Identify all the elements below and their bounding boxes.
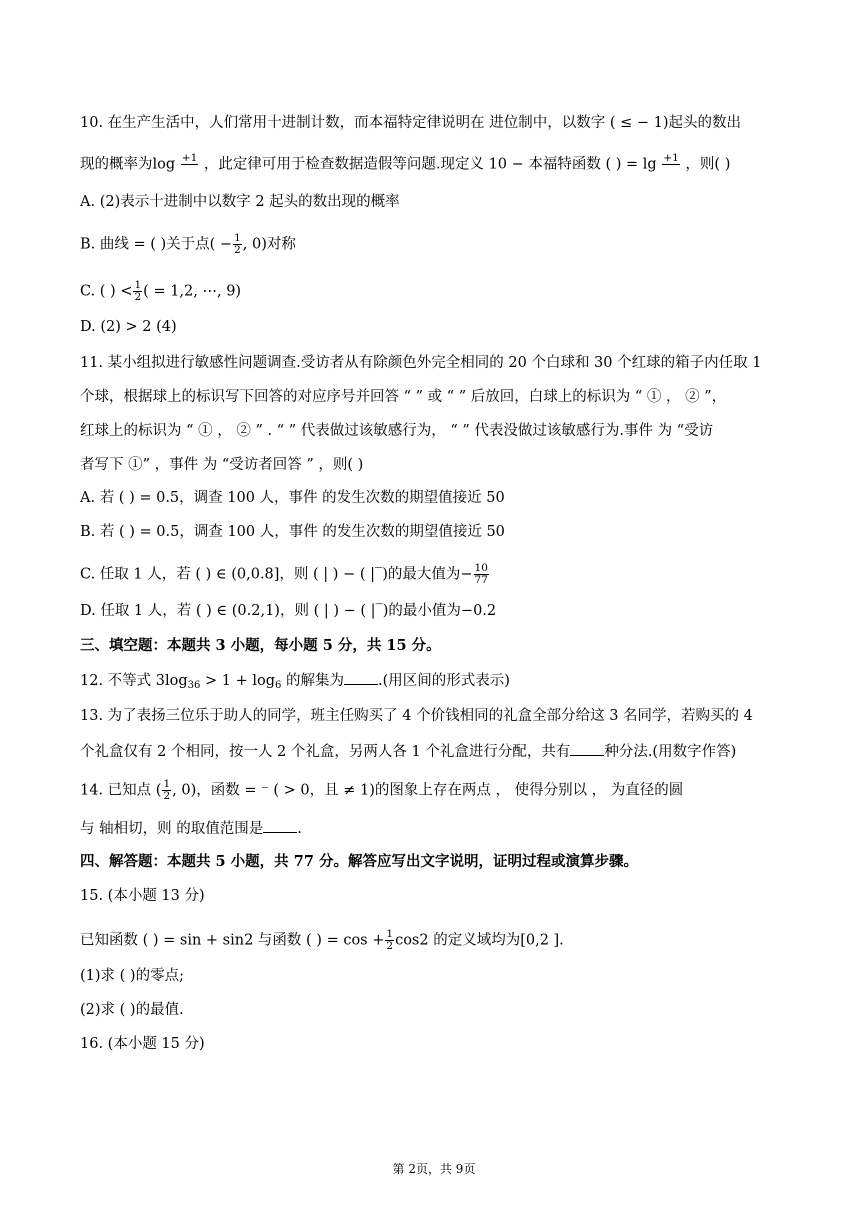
- q11-option-d: D. 任取 1 人，若 ( ) ∈ (0.2,1)，则 ( | ) − ( |‾)的最小值为−0.2: [80, 603, 497, 619]
- q10-text: ，则( ): [685, 156, 731, 173]
- q14-stem-line2: [80, 820, 302, 837]
- answer-blank[interactable]: [263, 820, 297, 833]
- q11-stem-line1: 11. 某小组拟进行敏感性问题调查.受访者从有除颜色外完全相同的 20 个白球和 30 个红球的箱子内任取 1: [80, 355, 762, 371]
- q12-subscript: 6: [275, 680, 282, 691]
- fraction: $\frac{10}{77}$: [474, 562, 488, 587]
- q10-option-c-text: C. ( ) <: [80, 283, 133, 300]
- q14-stem-line1: [80, 779, 683, 802]
- q13-text: 个礼盒仅有 2 个相同，按一人 2 个礼盒，另两人各 1 个礼盒进行分配，共有: [80, 744, 571, 760]
- answer-blank[interactable]: [570, 743, 604, 756]
- fraction: $\frac{1}{2}$: [386, 928, 394, 953]
- section-heading-fill-blank: 三、填空题：本题共 3 小题，每小题 5 分，共 15 分。: [80, 637, 441, 654]
- q15-sub2: (2)求 ( )的最值.: [80, 1002, 184, 1018]
- q14-text: 与 轴相切，则 的取值范围是: [80, 821, 264, 837]
- q10-stem-line2: [80, 153, 730, 176]
- q15-stem: [80, 929, 564, 952]
- q10-option-b: [80, 233, 296, 256]
- fraction: $\frac{1}{2}$: [234, 232, 241, 257]
- q10-log-fraction: +1: [181, 153, 198, 176]
- q15-text: 已知函数 ( ) = sin + sin2 与函数 ( ) = cos +: [80, 932, 385, 949]
- q13-text: 种分法.(用数字作答): [604, 744, 737, 760]
- q10-option-b-text: B. 曲线 = ( )关于点( −: [80, 236, 233, 253]
- q11-option-c-text: C. 任取 1 人，若 ( ) ∈ (0,0.8]，则 ( | ) − ( |‾)的最大值为−: [80, 566, 473, 583]
- q12-text: 的解集为: [281, 673, 344, 689]
- q11-option-a: A. 若 ( ) = 0.5，调查 100 人，事件 的发生次数的期望值接近 50: [80, 490, 505, 506]
- q10-text: ，此定律可用于检查数据造假等问题.现定义 10 − 本福特函数 ( ) = lg: [203, 156, 657, 173]
- q13-stem-line2: [80, 743, 736, 760]
- q10-option-c: [80, 280, 241, 303]
- section-heading-answer: 四、解答题：本题共 5 小题，共 77 分。解答应写出文字说明，证明过程或演算步骤。: [80, 853, 638, 870]
- q15-sub1: (1)求 ( )的零点;: [80, 968, 184, 984]
- q14-text: , 0)，函数 = ⁻ ( > 0，且 ≠ 1)的图象上存在两点 ， 使得分别以 ， 为直径的圆: [172, 782, 684, 799]
- q10-option-c-text: ( = 1,2, ⋯, 9): [143, 283, 242, 300]
- q11-option-c: [80, 563, 490, 586]
- answer-blank[interactable]: [344, 672, 378, 685]
- q12-subscript: 36: [187, 680, 201, 691]
- q10-option-a: A. (2)表示十进制中以数字 2 起头的数出现的概率: [80, 194, 400, 210]
- q11-stem-line3: 红球上的标识为 “ ① ， ② ” . “ ” 代表做过该敏感行为， “ ” 代表没做过该敏感行为.事件 为 “受访: [80, 423, 714, 439]
- q12-text: 12. 不等式 3log: [80, 673, 188, 689]
- q15-header: 15. (本小题 13 分): [80, 888, 205, 904]
- q14-text: .: [297, 821, 302, 837]
- q15-text: cos2 的定义域均为[0,2 ].: [395, 932, 564, 949]
- q12-text: .(用区间的形式表示): [378, 673, 510, 689]
- q12-stem: [80, 672, 510, 691]
- fraction: $\frac{1}{2}$: [134, 279, 142, 304]
- q12-text: > 1 + log: [200, 673, 276, 689]
- q10-option-d: D. (2) > 2 (4): [80, 319, 177, 335]
- q11-option-b: B. 若 ( ) = 0.5，调查 100 人，事件 的发生次数的期望值接近 50: [80, 524, 505, 540]
- q11-stem-line4: 者写下 ①” ，事件 为 “受访者回答 ” ，则( ): [80, 457, 364, 473]
- fraction: $\frac{1}{2}$: [163, 778, 171, 803]
- q14-text: 14. 已知点 (: [80, 782, 162, 799]
- q13-stem-line1: 13. 为了表扬三位乐于助人的同学，班主任购买了 4 个价钱相同的礼盒全部分给这 3 名同学，若购买的 4: [80, 708, 753, 724]
- q10-lg-fraction: +1: [662, 153, 679, 176]
- q11-stem-line2: 个球，根据球上的标识写下回答的对应序号并回答 “ ” 或 “ ” 后放回，白球上的标识为 “ ① ， ② ”，: [80, 389, 727, 405]
- q10-text: 现的概率为log: [80, 156, 176, 173]
- q10-stem-line1: 10. 在生产生活中，人们常用十进制计数，而本福特定律说明在 进位制中，以数字 ( ≤ − 1)起头的数出: [80, 115, 742, 131]
- q16-header: 16. (本小题 15 分): [80, 1036, 205, 1052]
- page-footer: 第 2页，共 9页: [392, 1162, 476, 1176]
- q10-option-b-text: , 0)对称: [242, 236, 296, 253]
